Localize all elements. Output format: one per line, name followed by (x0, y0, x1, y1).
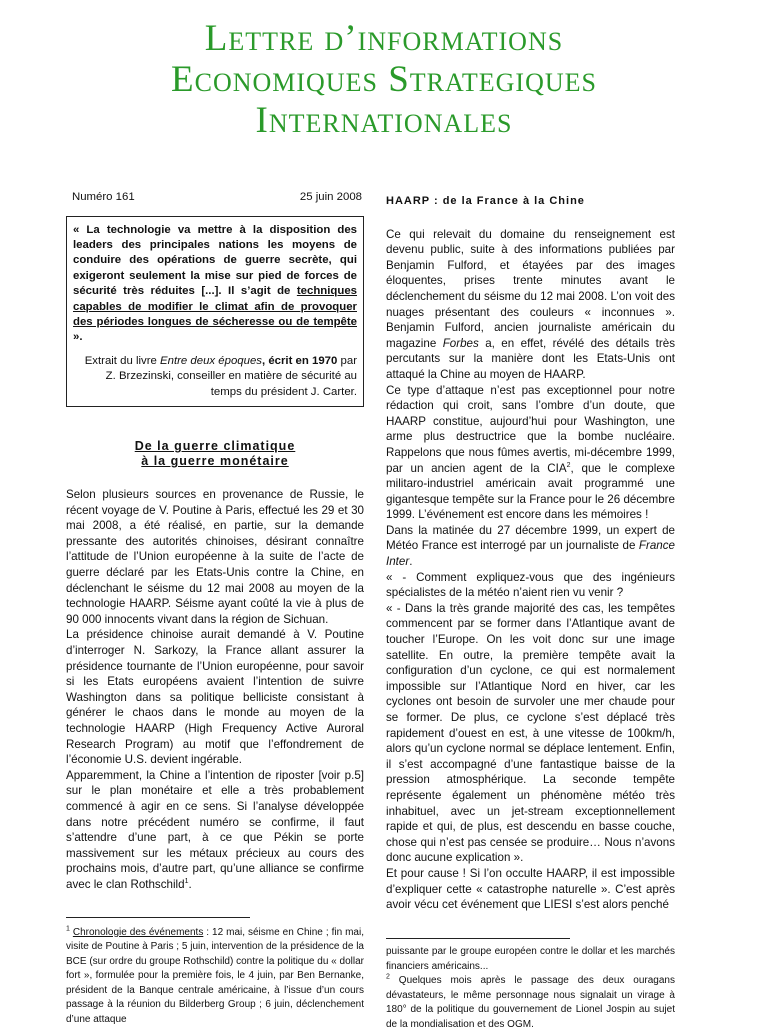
right-paragraph-1 (386, 227, 675, 383)
right-p2b: , que le complexe militaro-industriel américain avait programmé une gigantesque tempête sur la France pour le 26 décembre 1999. L’événement est encore dans les mémoires ! (386, 461, 676, 522)
left-p3-text: Apparemment, la Chine a l’intention de riposter [voir p.5] sur le plan monétaire et elle a très probablement commencé à agir en ce sens. Si l’analyse développée dans notre précédent numéro se confirme, il faut s’attendre d’une part, à ce que Pékin se porte massivement sur les métaux précieux au cours des prochains mois, d’autre part, qu’une alliance se confirme avec le clan Rothschild (66, 768, 364, 891)
right-column (386, 194, 675, 913)
footnote-divider (66, 917, 250, 918)
quote-text-before: « La technologie va mettre à la disposition des leaders des principales nations les moyens de conduire des opérations de guerre secrète, qui exigeront seulement la mise sur pied de forces de sécurité très réduites [...]. Il s’agit de (73, 223, 357, 298)
right-p1-italic: Forbes (442, 336, 479, 350)
right-p1-text: Ce qui relevait du domaine du renseignement est devenu public, suite à des informations publiées par Benjamin Fulford, et étayées par des images éloquentes, prises trente minutes avant le déclenchement du séisme du 12 mai 2008. L’on voit des nuages présentant des couleurs « inconnues ». Benjamin Fulford, ancien journaliste américain du magazine (386, 227, 675, 350)
left-paragraph-2: La présidence chinoise aurait demandé à V. Poutine d’interroger N. Sarkozy, la France allant assurer la présidence tournante de l’Union européenne, pour savoir si les Etats européens avaient l’intention de suivre Washington dans sa politique belliciste consistant à générer le chaos dans le monde au moyen de la technologie HAARP (High Frequency Active Auroral Research Program) au motif que l’effondrement de l’économie U.S. devient ingérable. (66, 628, 364, 767)
left-article-body (66, 487, 364, 892)
extract-book-title: Entre deux époques (160, 354, 262, 367)
epigraph-quote-box (66, 216, 364, 407)
right-p3a: Dans la matinée du 27 décembre 1999, un expert de Météo France est interrogé par un journaliste de (386, 523, 675, 553)
issue-number: Numéro 161 (72, 191, 135, 203)
right-p2a: Ce type d’attaque n’est pas exceptionnel pour notre rédaction qui croit, sans l’ombre d’un doute, que HAARP constitue, aujourd’hui pour Washington, une arme plus destructrice que la bombe nucléaire. Rappelons que nous fûmes avertis, mi-décembre 1999, par un ancien agent de la CIA (386, 383, 675, 475)
extract-rest: par Z. Brzezinski, conseiller en matière de sécurité au temps du président J. Carter. (105, 354, 357, 398)
footnote-1-number: 1 (66, 925, 70, 933)
title-line-2: Economiques Strategiques (171, 59, 597, 100)
right-paragraph-4: « - Comment expliquez-vous que des ingénieurs spécialistes de la météo n’aient rien vu venir ? (386, 570, 675, 600)
right-p1-end: a, en effet, révélé des détails très percutants sur la manière dont les Etats-Unis ont attaqué la Chine au moyen de HAARP. (386, 336, 675, 381)
quote-attribution (73, 354, 357, 400)
left-p3-end: . (188, 877, 192, 891)
right-article-heading: HAARP : de la France à la Chine (386, 195, 585, 207)
footnote-ref-2: 2 (566, 461, 571, 469)
issue-date: 25 juin 2008 (299, 191, 362, 203)
newsletter-title (0, 18, 768, 141)
left-title-line-1: De la guerre climatique (134, 439, 296, 454)
right-paragraph-6: Et pour cause ! Si l’on occulte HAARP, il est impossible d’expliquer cette « catastrophe naturelle ». C’est après avoir vécu cet événement que LIESI s’est alors penché (386, 866, 675, 912)
extract-prefix: Extrait du livre (84, 354, 161, 367)
left-article-title (66, 439, 364, 469)
footnote-ref-1: 1 (184, 878, 189, 886)
quote-text-after: ». (73, 331, 83, 344)
left-paragraph-3 (66, 768, 364, 893)
footnote-2-text: Quelques mois après le passage des deux ouragans dévastateurs, le même personnage nous signalait un virage à 180° de la politique du gouvernement de Lionel Jospin au sujet de la mondialisation et des OGM. (386, 975, 675, 1030)
right-paragraph-5: « - Dans la très grande majorité des cas, les tempêtes commencent par se former dans l’Atlantique avant de toucher l’Europe. On les voit donc sur une image satellite. En outre, la première tempête avait la configuration d’un cyclone, ce qui est normalement impossible sur l’Atlantique Nord en hiver, car les cyclones ont besoin de survoler une mer chaude pour se former. De plus, ce cyclone s’est déplacé très rapidement d’ouest en est, à une vitesse de 100km/h, alors qu’un cyclone normal se déplace lentement. Enfin, il s’est accompagné d’une fantastique baisse de la pression atmosphérique. La seconde tempête représente également un phénomène météo très inhabituel, avec un jet-stream exceptionnellement rapide et qui, de plus, est descendu en basse couche, chose qui n’est pas censée se produire… Nous n’avons donc aucune explication ». (386, 601, 675, 865)
right-footnotes (386, 938, 675, 1033)
right-p3b: . (409, 555, 413, 569)
right-paragraph-3 (386, 523, 675, 570)
left-column (66, 190, 364, 1028)
footnote-1-continuation: puissante par le groupe européen contre le dollar et les marchés financiers américains... (386, 946, 675, 972)
footnote-1-label: Chronologie des événements (72, 926, 204, 938)
footnote-2-number: 2 (386, 973, 390, 981)
left-paragraph-1: Selon plusieurs sources en provenance de Russie, le récent voyage de V. Poutine à Paris, effectué les 29 et 30 mai 2008, a été réalisé, en partie, sur la demande pressante des autorités chinoises, désirant connaître l’attitude de l’Union européenne à la suite de l’acte de guerre déclaré par les Etats-Unis contre la Chine, en déclenchant le séisme du 12 mai 2008 au moyen de la technologie HAARP. Séisme ayant coûté la vie à plus de 90 000 innocents vivant dans la région de Sichuan. (66, 488, 364, 626)
title-line-1: Lettre d’informations (204, 18, 564, 59)
right-footnote-divider (386, 938, 570, 939)
extract-bold: , écrit en 1970 (262, 354, 338, 367)
right-p3-italic: France Inter (386, 539, 675, 569)
title-line-3: Internationales (255, 100, 513, 141)
footnote-1 (66, 926, 364, 1028)
quote-underlined: techniques capables de modifier le climat afin de provoquer des périodes longues de sécheresse ou de tempête (73, 285, 357, 329)
right-paragraph-2 (386, 383, 675, 523)
footnote-1-text: : 12 mai, séisme en Chine ; fin mai, visite de Poutine à Paris ; 5 juin, intervention de la présidence de la BCE (sur ordre du groupe Rothschild) contre la politique du « dollar fort », formulée pour la première fois, le 4 juin, par Ben Bernanke, président de la Banque centrale américaine, à l’issue d’un cours passage à la réunion du Bilderberg Group ; 6 juin, déclenchement d’une attaque (66, 926, 364, 1026)
issue-meta (72, 190, 362, 206)
left-title-line-2: à la guerre monétaire (141, 454, 289, 469)
